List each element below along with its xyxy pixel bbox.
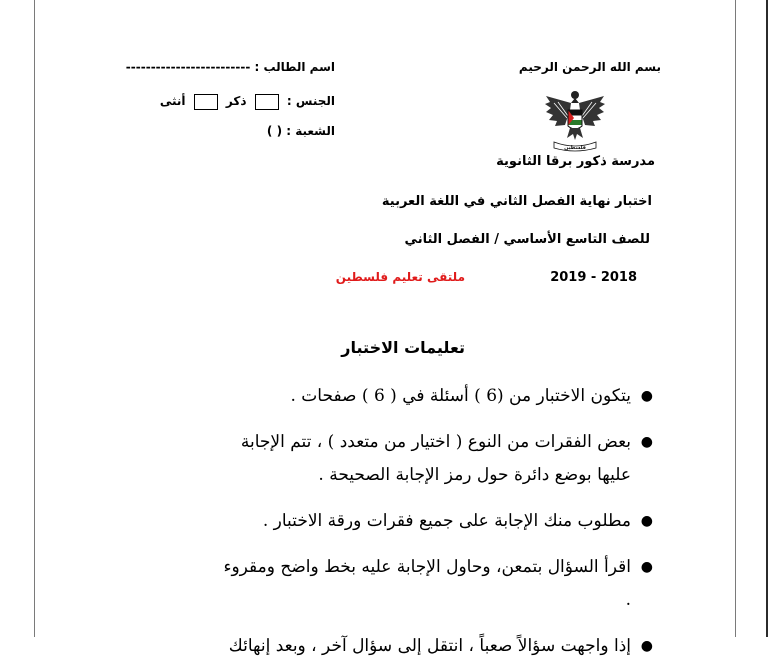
gender-row [160, 92, 335, 110]
bullet-icon: ● [640, 559, 653, 575]
bullet-icon: ● [640, 434, 653, 450]
forum-name: ملتقى تعليم فلسطين [335, 270, 465, 284]
list-item [213, 630, 653, 663]
student-name-field[interactable]: اسم الطالب : ------------------------- [125, 60, 335, 74]
exam-title: اختبار نهاية الفصل الثاني في اللغة العربية [381, 194, 652, 209]
instructions-title: تعليمات الاختبار [341, 338, 465, 357]
gender-female-label: أنثى [159, 94, 186, 108]
list-item [213, 551, 653, 617]
exam-page [35, 0, 735, 656]
basmala: بسم الله الرحمن الرحيم [518, 60, 661, 74]
instruction-text: يتكون الاختبار من (6 ) أسئلة في ( 6 ) صفحات . [290, 386, 631, 406]
list-item [213, 505, 653, 538]
instructions-list [213, 380, 653, 663]
section-field[interactable]: الشعبة : ( ) [266, 124, 335, 138]
school-name: مدرسة ذكور برقا الثانوية [496, 154, 655, 169]
instruction-text: مطلوب منك الإجابة على جميع فقرات ورقة الاختبار . [262, 511, 631, 531]
emblem-caption: فلسطين [564, 145, 586, 151]
list-item [213, 380, 653, 413]
instruction-text: بعض الفقرات من النوع ( اختيار من متعدد ) ، تتم الإجابة عليها بوضع دائرة حول رمز الإجابة الصحيحة . [240, 432, 631, 485]
academic-year: 2019 - 2018 [550, 270, 637, 285]
gender-label: الجنس : [286, 94, 335, 108]
instruction-text: إذا واجهت سؤالاً صعباً ، انتقل إلى سؤال آخر ، وبعد إنهائك [228, 636, 631, 656]
gender-male-label: ذكر [225, 94, 247, 108]
bullet-icon: ● [640, 513, 653, 529]
instruction-text: اقرأ السؤال بتمعن، وحاول الإجابة عليه بخط واضح ومقروء . [223, 557, 631, 610]
list-item [213, 426, 653, 492]
gender-male-checkbox[interactable] [255, 94, 279, 110]
grade-term: للصف التاسع الأساسي / الفصل الثاني [404, 232, 650, 247]
bullet-icon: ● [640, 638, 653, 654]
page-border-right [735, 0, 736, 637]
bullet-icon: ● [640, 388, 653, 404]
gender-female-checkbox[interactable] [194, 94, 218, 110]
palestine-emblem-icon [540, 88, 610, 154]
